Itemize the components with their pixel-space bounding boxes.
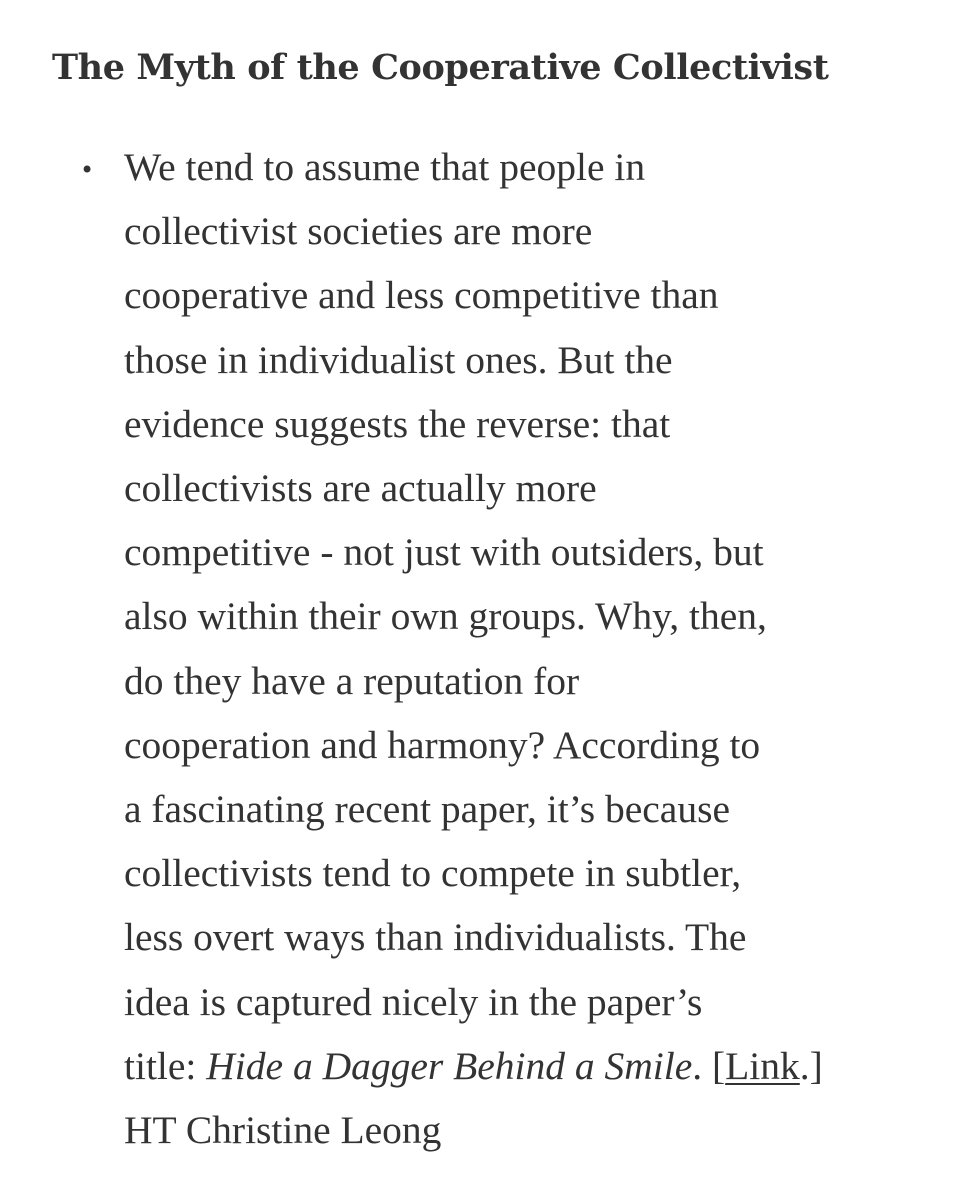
paragraph-line-10: cooperation and harmony? According to <box>124 722 761 767</box>
paragraph-line-5: evidence suggests the reverse: that <box>124 401 671 446</box>
paragraph-line-4: those in individualist ones. But the <box>124 337 673 382</box>
paragraph-line-2: collectivist societies are more <box>124 209 593 254</box>
paragraph-line-13: less overt ways than individualists. The <box>124 915 747 960</box>
paragraph-line-8: also within their own groups. Why, then, <box>124 594 767 639</box>
paragraph-line-12: collectivists tend to compete in subtler, <box>124 851 742 896</box>
paragraph-line-15 <box>124 1034 924 1098</box>
link-open-bracket: . [ <box>692 1043 726 1088</box>
paragraph-line-11: a fascinating recent paper, it’s because <box>124 787 730 832</box>
paragraph-line-3: cooperative and less competitive than <box>124 273 719 318</box>
title-prefix: title: <box>124 1043 207 1088</box>
paper-title: Hide a Dagger Behind a Smile <box>206 1043 693 1088</box>
bullet-paragraph <box>124 135 924 1162</box>
paragraph-line-7: competitive - not just with outsiders, but <box>124 530 764 575</box>
article-title: The Myth of the Cooperative Collectivist <box>52 47 829 88</box>
paper-link[interactable]: Link <box>725 1043 800 1088</box>
bullet-marker: • <box>80 156 95 184</box>
link-close-bracket: .] <box>799 1043 823 1088</box>
credit-line: HT Christine Leong <box>124 1108 442 1153</box>
paragraph-line-14: idea is captured nicely in the paper’s <box>124 979 703 1024</box>
paragraph-line-6: collectivists are actually more <box>124 466 597 511</box>
paragraph-line-1: We tend to assume that people in <box>124 145 646 189</box>
paragraph-line-9: do they have a reputation for <box>124 658 580 703</box>
